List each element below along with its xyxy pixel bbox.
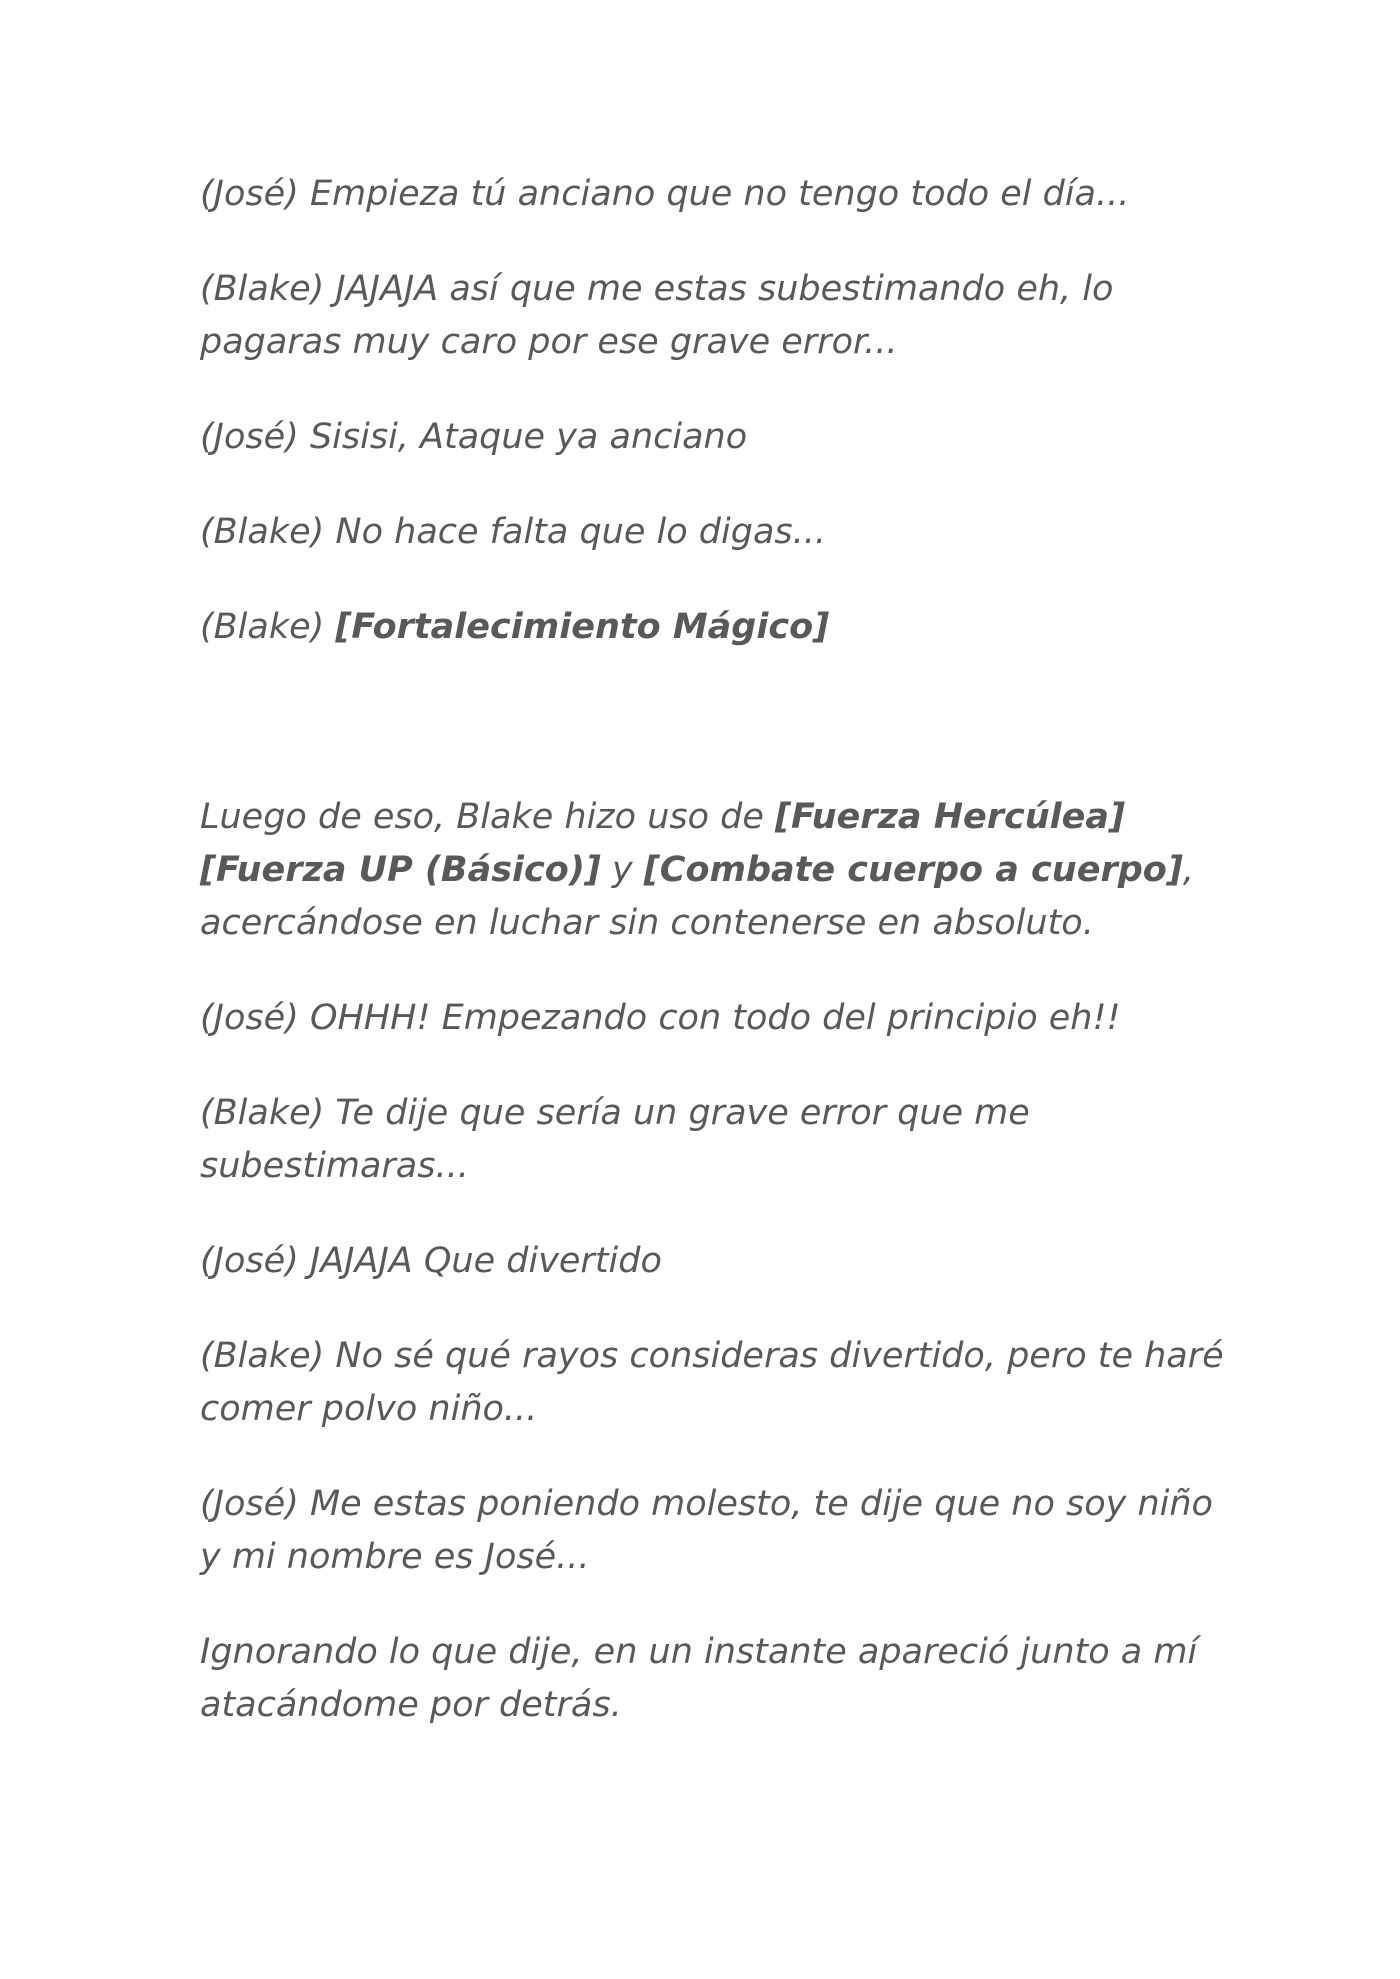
paragraph-text: (Blake) Te dije que sería un grave error que me subestimaras... — [200, 1093, 1030, 1186]
paragraph-text: (Blake) No hace falta que lo digas... — [200, 512, 827, 552]
paragraph-1 — [200, 168, 1230, 221]
paragraph-text: (José) JAJAJA Que divertido — [200, 1241, 662, 1281]
paragraph-12 — [200, 1626, 1230, 1732]
paragraph-text: (José) OHHH! Empezando con todo del principio eh!! — [200, 998, 1121, 1038]
paragraph-text: Ignorando lo que dije, en un instante apareció junto a mí atacándome por detrás. — [200, 1632, 1198, 1725]
skill-name: [Fuerza Hercúlea] [Fuerza UP (Básico)] — [200, 797, 1125, 890]
paragraph-9 — [200, 1235, 1230, 1288]
narration-text: , acercándose en luchar sin contenerse en absoluto. — [200, 850, 1194, 943]
narration-text: y — [600, 850, 644, 890]
paragraph-10 — [200, 1330, 1230, 1436]
paragraph-text: (Blake) JAJAJA así que me estas subestimando eh, lo pagaras muy caro por ese grave error... — [200, 269, 1114, 362]
paragraph-11 — [200, 1478, 1230, 1584]
paragraph-3 — [200, 411, 1230, 464]
paragraph-4 — [200, 506, 1230, 559]
narration-text: Luego de eso, Blake hizo uso de — [200, 797, 776, 837]
skill-name: [Fortalecimiento Mágico] — [335, 607, 830, 647]
paragraph-7 — [200, 992, 1230, 1045]
paragraph-5 — [200, 601, 1230, 654]
skill-name: [Combate cuerpo a cuerpo] — [643, 850, 1183, 890]
paragraph-6 — [200, 791, 1230, 950]
speaker-tag: (Blake) — [200, 607, 336, 647]
paragraph-text: (José) Me estas poniendo molesto, te dije que no soy niño y mi nombre es José... — [200, 1484, 1213, 1577]
paragraph-text: (Blake) No sé qué rayos consideras divertido, pero te haré comer polvo niño... — [200, 1336, 1224, 1429]
paragraph-text: (José) Empieza tú anciano que no tengo todo el día... — [200, 174, 1130, 214]
document-body — [200, 168, 1230, 1774]
paragraph-8 — [200, 1087, 1230, 1193]
paragraph-2 — [200, 263, 1230, 369]
paragraph-text: (José) Sisisi, Ataque ya anciano — [200, 417, 748, 457]
